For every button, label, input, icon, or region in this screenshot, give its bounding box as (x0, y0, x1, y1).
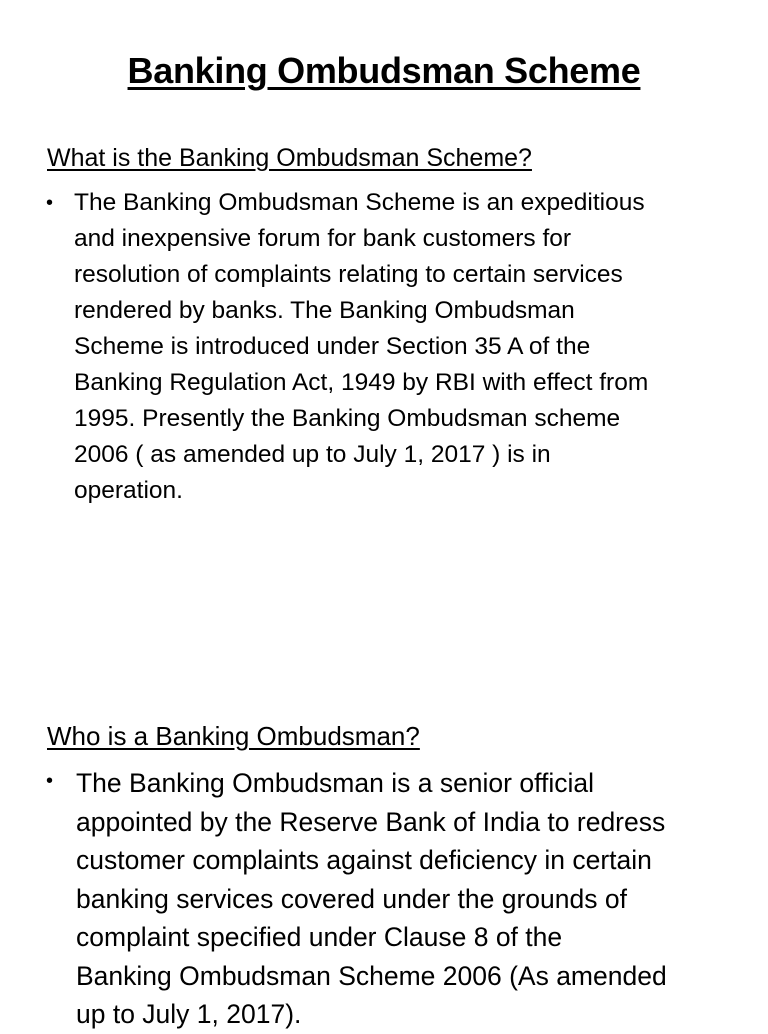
paragraph-line: Banking Ombudsman Scheme 2006 (As amended (76, 960, 667, 991)
bullet-marker: • (46, 192, 54, 214)
paragraph-line: appointed by the Reserve Bank of India to redress (76, 806, 666, 837)
paragraph-line: up to July 1, 2017). (76, 999, 302, 1029)
section-heading-what-is-scheme: What is the Banking Ombudsman Scheme? (47, 144, 532, 172)
ombudsman-description-paragraph (76, 764, 746, 1034)
paragraph-line: Banking Regulation Act, 1949 by RBI with effect from (74, 369, 649, 396)
paragraph-line: operation. (74, 477, 183, 504)
bullet-marker: • (46, 770, 54, 792)
paragraph-line: The Banking Ombudsman is a senior official (76, 768, 594, 798)
paragraph-line: customer complaints against deficiency in certain (76, 845, 652, 875)
paragraph-line: Scheme is introduced under Section 35 A of the (74, 333, 591, 360)
paragraph-line: complaint specified under Clause 8 of the (76, 922, 563, 952)
page-title: Banking Ombudsman Scheme (127, 50, 641, 91)
paragraph-line: 1995. Presently the Banking Ombudsman scheme (74, 405, 621, 432)
section-heading-who-is-ombudsman: Who is a Banking Ombudsman? (47, 721, 420, 751)
paragraph-line: banking services covered under the grounds of (76, 883, 627, 914)
paragraph-line: resolution of complaints relating to certain services (74, 261, 623, 288)
paragraph-line: The Banking Ombudsman Scheme is an expeditious (74, 189, 645, 216)
paragraph-line: 2006 ( as amended up to July 1, 2017 ) is in (74, 441, 551, 468)
paragraph-line: and inexpensive forum for bank customers for (74, 225, 572, 252)
paragraph-line: rendered by banks. The Banking Ombudsman (74, 297, 575, 324)
scheme-description-paragraph (74, 185, 744, 509)
